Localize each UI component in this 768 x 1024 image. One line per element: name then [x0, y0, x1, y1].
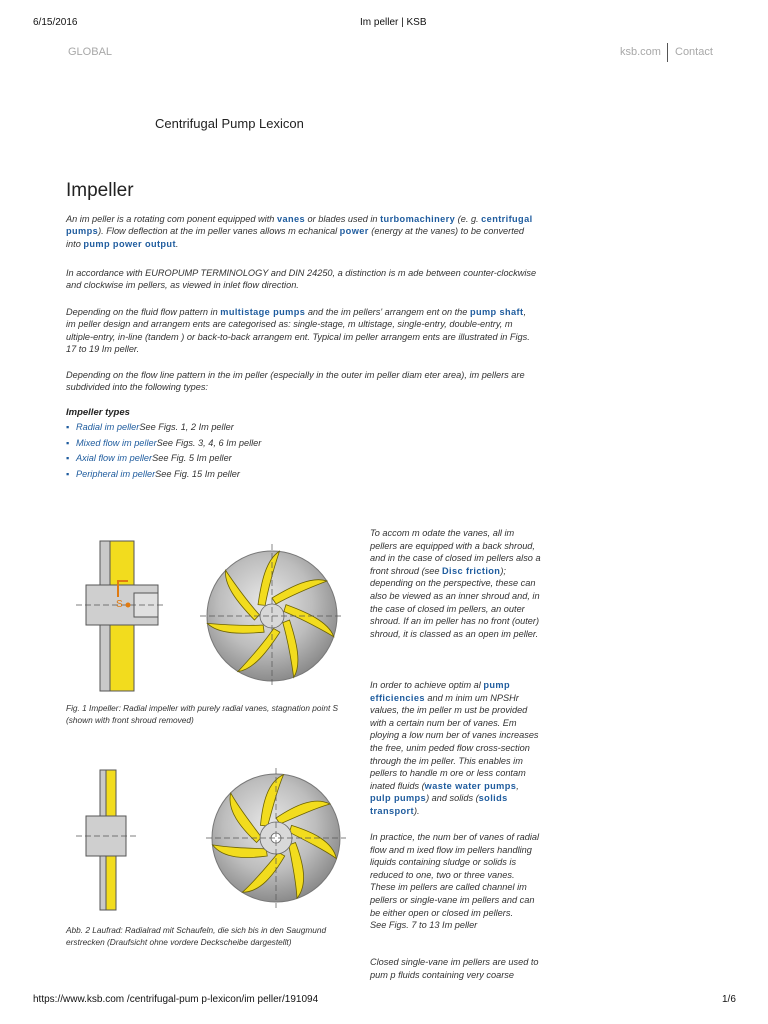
impeller-side-section [76, 770, 136, 910]
efficiency-paragraph: In order to achieve optim al pump efficiencies and m inim um NPSHr values, the im peller m ust be provided with a certain num ber of vanes. Em ploying a low num ber of vanes increases the free, unim peded flow cross-section through the im peller. This enables im pellers to handle m ore or less contam inated fluids (waste water pumps, pulp pumps) and solids (solids transport). [370, 680, 539, 816]
impeller-types-heading: Impeller types [66, 407, 130, 418]
pulp-pumps-link[interactable]: pulp pumps [370, 793, 427, 804]
lexicon-title: Centrifugal Pump Lexicon [155, 116, 304, 131]
disc-friction-link[interactable]: Disc friction [442, 565, 501, 576]
list-item: ▪ Peripheral im pellerSee Fig. 15 Im peller [66, 468, 240, 479]
nav-ksb-link[interactable]: ksb.com [620, 46, 661, 58]
flowline-paragraph: Depending on the flow line pattern in the im peller (especially in the outer im peller diam eter area), im pellers are subdivided into the following types: [66, 370, 525, 393]
list-item: ▪ Mixed flow im pellerSee Figs. 3, 4, 6 Im peller [66, 437, 262, 448]
intro-paragraph: An im peller is a rotating com ponent equipped with vanes or blades used in turbomachinery (e. g. centrifugal pumps). Flow deflection at the im peller vanes allows m echanical power (energy at the vanes) to be converted into pump power output. [66, 214, 533, 249]
shroud-paragraph: To accom m odate the vanes, all im pellers are equipped with a back shroud, and in the case of closed im pellers also a front shroud (see Disc friction); depending on the perspective, these can also be viewed as an inner shroud and, in the case of closed im pellers, an outer shroud. If an im peller has no front (outer) shroud, it is classed as an open im peller. [370, 528, 541, 639]
peripheral-impeller-link[interactable]: Peripheral im peller [76, 468, 156, 479]
multistage-pumps-link[interactable]: multistage pumps [220, 307, 306, 317]
direction-paragraph: In accordance with EUROPUMP TERMINOLOGY and DIN 24250, a distinction is m ade between counter-clockwise and clockwise im pellers, as viewed in inlet flow direction. [66, 268, 537, 291]
page-title: Impeller [66, 180, 134, 201]
pump-efficiencies-link[interactable]: pump efficiencies [370, 680, 510, 703]
figure-2-caption: Abb. 2 Laufrad: Radialrad mit Schaufeln, die sich bis in den Saugmund erstrecken (Draufsicht ohne vordere Deckscheibe dargestellt) [66, 925, 327, 947]
vane-count-paragraph: In practice, the num ber of vanes of radial flow and m ixed flow im pellers handling liquids containing sludge or solids is reduced to one, two or three vanes. These im pellers are called channel im pellers or single-vane im pellers and can be either open or closed im pellers. See Figs. 7 to 13 Im peller [370, 832, 540, 931]
pump-power-output-link[interactable]: pump power output [83, 238, 176, 249]
impeller-types-list [66, 420, 261, 482]
list-item: ▪ Radial im pellerSee Figs. 1, 2 Im peller [66, 422, 234, 432]
solids-transport-link[interactable]: solids transport [370, 793, 508, 816]
footer-url: https://www.ksb.com /centrifugal-pum p-lexicon/im peller/191094 [33, 994, 319, 1005]
stagnation-point-label: S [116, 599, 123, 610]
figure-2-impeller-drawing [66, 764, 366, 914]
turbomachinery-link[interactable]: turbomachinery [380, 214, 456, 224]
figure-1-impeller-drawing [66, 535, 366, 697]
vanes-link[interactable]: vanes [276, 214, 305, 224]
impeller-side-section [76, 541, 166, 691]
pump-shaft-link[interactable]: pump shaft [469, 307, 524, 317]
impeller-front-view [206, 768, 346, 908]
nav-divider [667, 43, 668, 62]
radial-impeller-link[interactable]: Radial im peller [76, 422, 140, 432]
mixed-flow-impeller-link[interactable]: Mixed flow im peller [76, 437, 157, 448]
print-page-title: Im peller | KSB [360, 17, 427, 28]
arrangement-paragraph: Depending on the fluid flow pattern in multistage pumps and the im pellers' arrangem ent on the pump shaft, im peller design and arrangem ents are categorised as: single-stage, m ultistage, single-entry, double-entry, m ultiple-entry, in-line (tandem ) or back-to-back arrangem ent. Typical im peller arrangem ents are illustrated in Figs. 17 to 19 Im peller. [66, 307, 530, 355]
nav-global-link[interactable]: GLOBAL [68, 46, 113, 58]
power-link[interactable]: power [339, 226, 369, 237]
single-vane-paragraph: Closed single-vane im pellers are used to pum p fluids containing very coarse [370, 957, 539, 980]
waste-water-pumps-link[interactable]: waste water pumps [424, 780, 517, 791]
nav-contact-link[interactable]: Contact [675, 46, 713, 58]
figure-1-caption: Fig. 1 Impeller: Radial impeller with purely radial vanes, stagnation point S (shown with front shroud removed) [66, 703, 339, 725]
print-date: 6/15/2016 [33, 17, 78, 28]
page-number: 1/6 [722, 994, 736, 1005]
impeller-front-view [200, 544, 344, 688]
centrifugal-pumps-link[interactable]: centrifugal pumps [66, 214, 533, 237]
list-item: ▪ Axial flow im pellerSee Fig. 5 Im peller [66, 453, 232, 463]
axial-flow-impeller-link[interactable]: Axial flow im peller [76, 453, 153, 463]
